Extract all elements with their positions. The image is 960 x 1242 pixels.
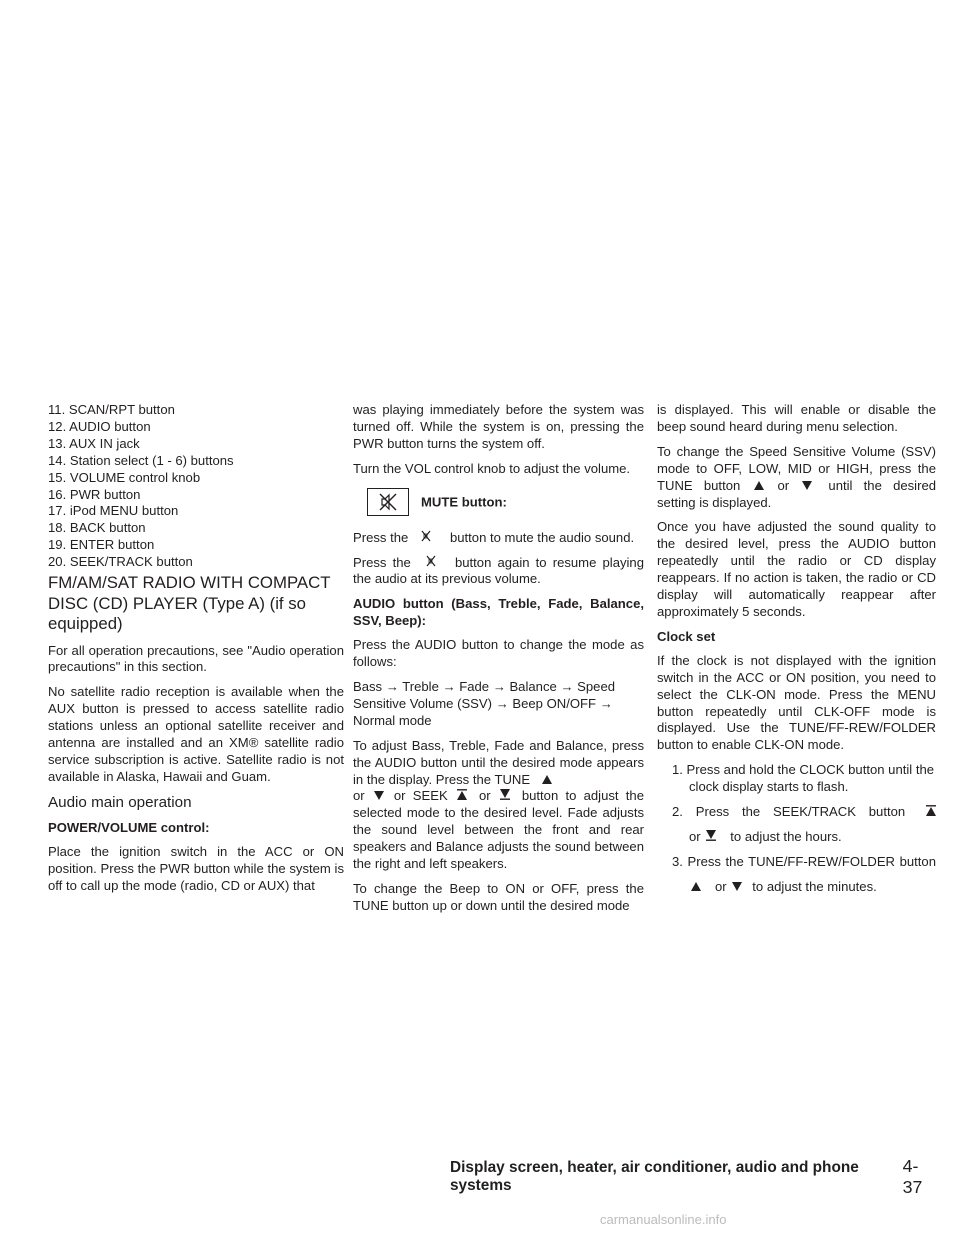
step-1: 1. Press and hold the CLOCK button until the clock display starts to flash.: [672, 762, 935, 795]
audio-button-heading: AUDIO button (Bass, Treble, Fade, Balance, SSV, Beep):: [353, 596, 644, 629]
down-arrow-icon: [732, 882, 742, 891]
up-arrow-icon: [691, 882, 701, 891]
step-3-continued: [657, 879, 936, 896]
clock-set-heading: Clock set: [657, 628, 716, 644]
list-item: 14. Station select (1 - 6) buttons: [48, 452, 234, 468]
mute-text-b: button again to resume playing the audio at its previous volume.: [353, 554, 644, 587]
satellite-paragraph: No satellite radio reception is available when the AUX button is pressed to access satellite radio stations unless an optional satellite receiver and antenna are installed and an XM® satellite radio service subscription is active. Satellite radio is not available in Alaska, Hawaii and Guam.: [48, 684, 344, 784]
adjust-text-b: or SEEK: [393, 788, 448, 804]
power-paragraph-2: was playing immediately before the system was turned off. While the system is on, pressing the PWR button turns the system off.: [353, 402, 644, 451]
list-item: 12. AUDIO button: [48, 418, 151, 434]
adjust-text-c: button to adjust the selected mode to the desired level. Fade adjusts the sound level between the front and rear speakers and Balance adjusts the sound between the right and left speakers.: [353, 788, 644, 872]
page-number: 4-37: [902, 1156, 923, 1197]
down-arrow-icon: [374, 791, 384, 800]
subsection-title: Audio main operation: [48, 793, 192, 811]
section-title: FM/AM/SAT RADIO WITH COMPACT DISC (CD) PLAYER (Type A) (if so equipped): [48, 573, 331, 634]
quality-paragraph: Once you have adjusted the sound quality to the desired level, press the AUDIO button repeatedly until the radio or CD display reappears. If no action is taken, the radio or CD display will automatically reappear after approximately 5 seconds.: [657, 519, 936, 619]
control-list: [48, 402, 344, 571]
list-item: 20. SEEK/TRACK button: [48, 554, 193, 570]
ssv-text-b: until the desired setting is displayed.: [657, 477, 937, 510]
beep-paragraph-2: is displayed. This will enable or disable the beep sound heard during menu selection.: [657, 402, 936, 434]
mute-heading-row: [353, 486, 644, 520]
step-2-continued: [657, 829, 936, 846]
list-item: 16. PWR button: [48, 486, 141, 502]
adjust-paragraph: [353, 738, 644, 873]
power-paragraph-1: Place the ignition switch in the ACC or ON position. Press the PWR button while the system is off to call up the mode (radio, CD or AUX) that: [48, 843, 344, 893]
watermark: carmanualsonline.info: [600, 1212, 727, 1227]
ssv-text-a: To change the Speed Sensitive Volume (SSV) mode to OFF, LOW, MID or HIGH, press the TUNE button: [657, 443, 936, 493]
mute-text-b: button to mute the audio sound.: [449, 529, 635, 545]
down-arrow-icon: [802, 481, 812, 490]
column-right: [657, 402, 936, 904]
step-2-text-b: to adjust the hours.: [730, 828, 842, 844]
seek-up-icon: [926, 805, 936, 816]
list-item: 11. SCAN/RPT button: [48, 402, 175, 417]
step-3: 3. Press the TUNE/FF-REW/FOLDER button: [672, 853, 936, 869]
column-left: [48, 402, 344, 902]
mute-small-icon: [425, 555, 437, 567]
word-or: or: [715, 878, 727, 894]
mute-icon: [367, 488, 409, 516]
list-item: 17. iPod MENU button: [48, 503, 179, 519]
audio-sequence: Bass → Treble → Fade → Balance → Speed Sensitive Volume (SSV) → Beep ON/OFF → Normal mode: [353, 678, 616, 728]
power-volume-heading: POWER/VOLUME control:: [48, 819, 210, 835]
step-2: [657, 804, 936, 821]
beep-paragraph-1: To change the Beep to ON or OFF, press the TUNE button up or down until the desired mode: [353, 880, 644, 913]
adjust-text-a: To adjust Bass, Treble, Fade and Balance, press the AUDIO button until the desired mode appears in the display. Press the TUNE: [353, 737, 644, 787]
volume-paragraph: Turn the VOL control knob to adjust the volume.: [353, 460, 631, 476]
list-item: 19. ENTER button: [48, 537, 155, 553]
up-arrow-icon: [542, 775, 552, 784]
column-middle: [353, 402, 644, 923]
up-arrow-icon: [754, 481, 764, 490]
list-item: 15. VOLUME control knob: [48, 469, 201, 485]
clock-paragraph: If the clock is not displayed with the ignition switch in the ACC or ON position, you need to select the CLK-ON mode. Press the MENU button repeatedly until CLK-OFF mode is displayed. Use the TUNE/FF-REW/FOLDER button to enable CLK-ON mode.: [657, 652, 936, 753]
mute-paragraph-2: [353, 555, 644, 589]
list-item: 18. BACK button: [48, 520, 146, 536]
word-or: or: [689, 828, 701, 844]
seek-up-icon: [457, 789, 467, 800]
mute-heading: MUTE button:: [421, 494, 507, 510]
audio-paragraph-1: Press the AUDIO button to change the mode as follows:: [353, 637, 644, 670]
footer-chapter-title: Display screen, heater, air conditioner, audio and phone systems: [450, 1159, 859, 1194]
precautions-paragraph: For all operation precautions, see "Audio operation precautions" in this section.: [48, 642, 344, 675]
mute-small-icon: [420, 530, 432, 542]
step-2-text-a: 2. Press the SEEK/TRACK button: [672, 804, 906, 820]
word-or: or: [353, 788, 365, 804]
mute-text-a: Press the: [353, 554, 411, 570]
seek-down-icon: [706, 830, 716, 841]
mute-text-a: Press the: [353, 529, 409, 545]
word-or: or: [478, 788, 491, 804]
step-3-text-b: to adjust the minutes.: [752, 878, 877, 894]
list-item: 13. AUX IN jack: [48, 435, 140, 451]
mute-paragraph-1: [353, 530, 644, 547]
ssv-paragraph: [657, 444, 936, 512]
page-footer: [450, 1156, 936, 1198]
word-or: or: [777, 477, 790, 493]
seek-down-icon: [500, 789, 510, 800]
